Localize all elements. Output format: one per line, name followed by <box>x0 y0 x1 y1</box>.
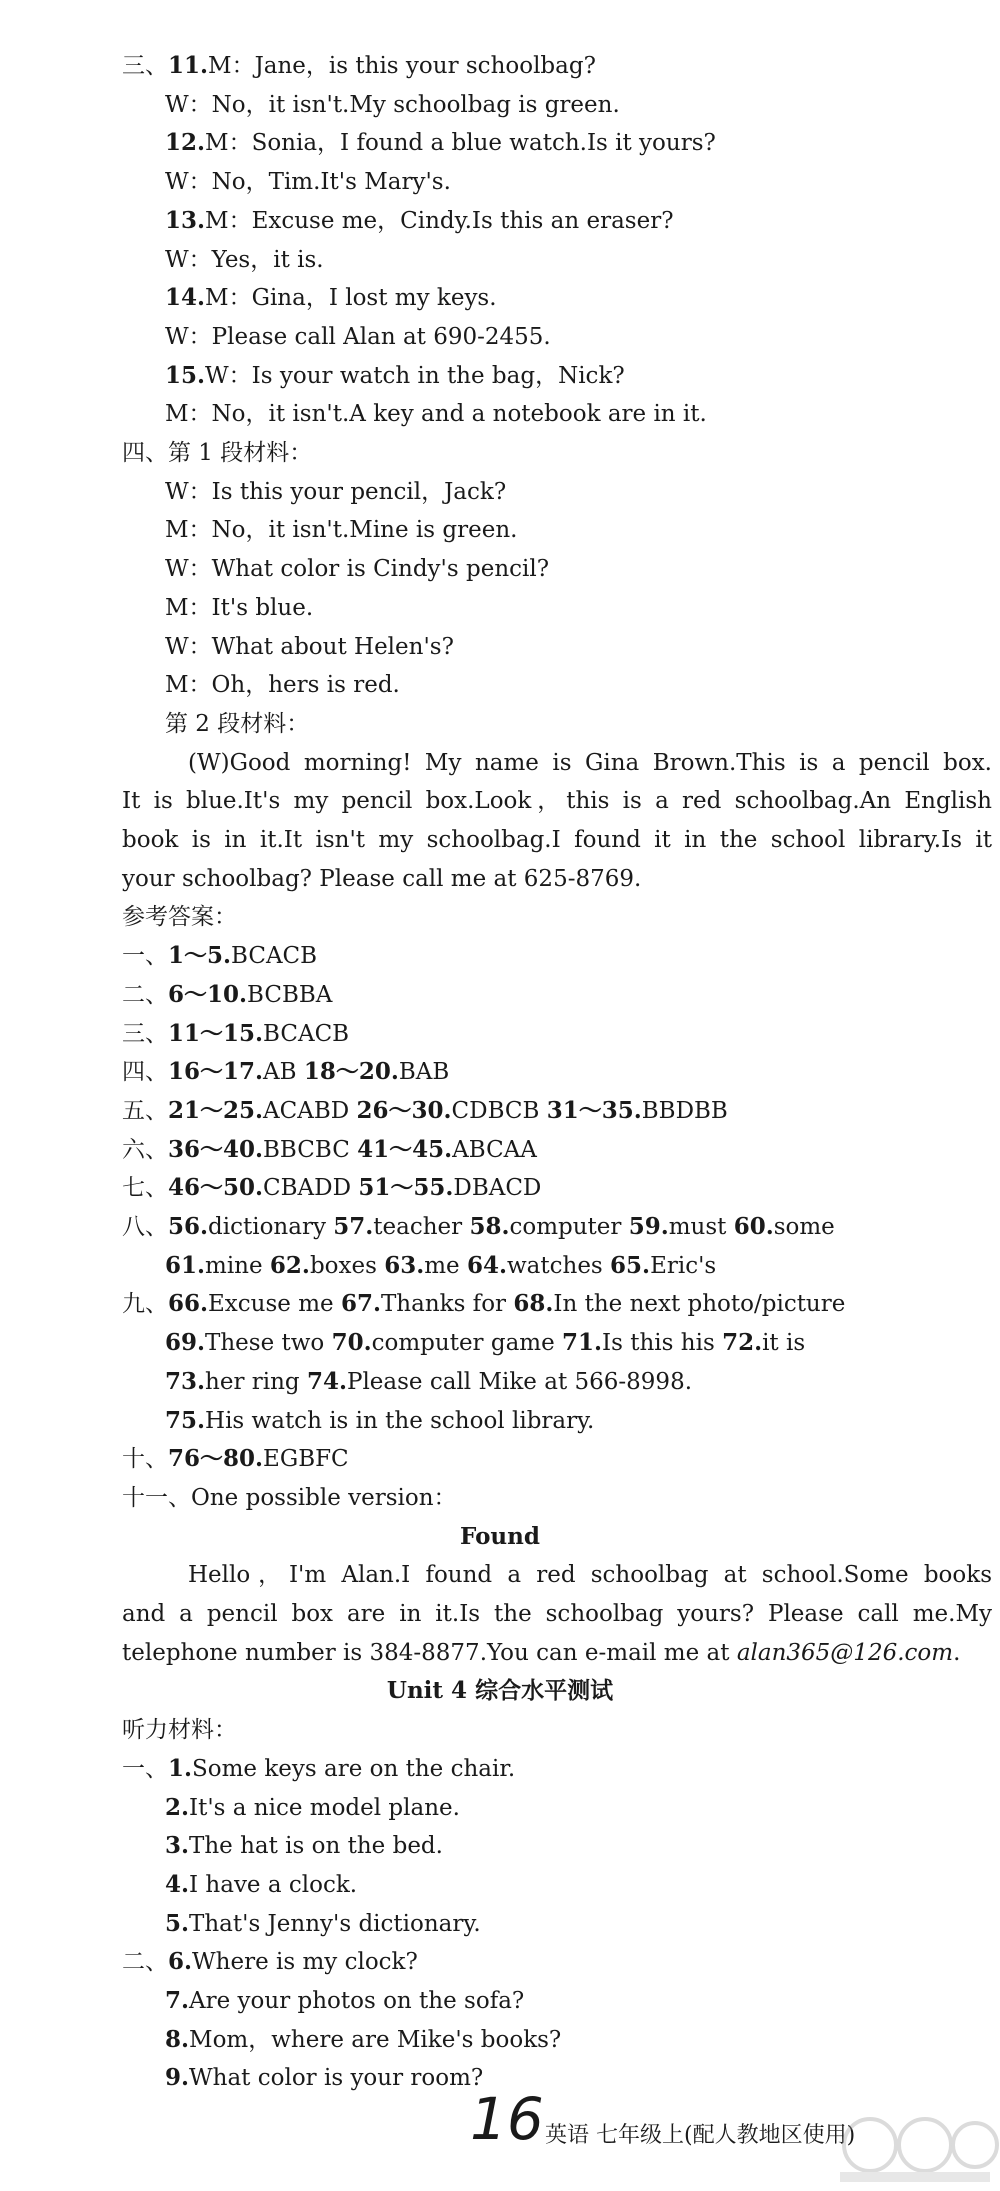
line-text: 四、第 1 段材料： <box>122 440 313 466</box>
item-number: 76～80. <box>168 1445 264 1472</box>
text-line <box>165 2060 483 2096</box>
line-text: Found <box>460 1523 540 1550</box>
text-line <box>122 1016 349 1052</box>
text-line <box>122 1054 449 1090</box>
line-text: It is blue.It's my pencil box.Look，this is a red schoolbag.An English <box>122 788 992 814</box>
line-text: 二、 <box>122 1949 168 1975</box>
text-line <box>122 822 992 858</box>
page-number: 16 <box>470 2085 544 2153</box>
line-text: W：No，Tim.It's Mary's. <box>165 169 451 195</box>
line-text: 一、 <box>122 943 168 969</box>
item-number: 72. <box>722 1329 763 1356</box>
item-number: 5. <box>165 1910 190 1937</box>
line-text: BCACB <box>263 1021 350 1047</box>
line-text: Please call Mike at 566-8998. <box>346 1369 693 1395</box>
line-text: Excuse me <box>208 1291 341 1317</box>
text-line <box>165 319 551 355</box>
line-text: CDBCB <box>451 1098 547 1124</box>
line-text: 十一、One possible version： <box>122 1485 457 1511</box>
line-text: 参考答案： <box>122 904 237 930</box>
text-line <box>165 1867 357 1903</box>
item-number: 13. <box>165 207 206 234</box>
item-number: 11. <box>168 52 209 79</box>
line-text: DBACD <box>453 1175 542 1201</box>
line-text: 八、 <box>122 1214 168 1240</box>
line-text: Where is my clock? <box>192 1949 418 1975</box>
line-text: Eric's <box>650 1253 717 1279</box>
line-text: Are your photos on the sofa? <box>189 1988 525 2014</box>
line-text: must <box>668 1214 734 1240</box>
line-text: 一、 <box>122 1756 168 1782</box>
text-line <box>165 1790 460 1826</box>
item-number: 67. <box>340 1290 381 1317</box>
line-text: It's a nice model plane. <box>189 1795 460 1821</box>
text-line <box>122 1480 457 1516</box>
item-number: 62. <box>269 1252 310 1279</box>
item-number: 3. <box>165 1832 190 1859</box>
text-line <box>165 667 400 703</box>
text-line <box>122 977 332 1013</box>
item-number: 73. <box>165 1368 206 1395</box>
text-line <box>165 164 451 200</box>
item-number: 41～45. <box>357 1136 453 1163</box>
line-text: Hello，I'm Alan.I found a red schoolbag at school.Some books <box>188 1562 992 1588</box>
text-line <box>122 1093 728 1129</box>
line-text: M：Excuse me，Cindy.Is this an eraser? <box>205 208 674 234</box>
line-text: His watch is in the school library. <box>205 1408 595 1434</box>
line-text: M：No，it isn't.Mine is green. <box>165 517 518 543</box>
line-text: What color is your room? <box>189 2065 484 2091</box>
item-number: 56. <box>168 1213 209 1240</box>
line-text: watches <box>506 1253 611 1279</box>
line-text: 九、 <box>122 1291 168 1317</box>
item-number: 2. <box>165 1794 190 1821</box>
line-text: M：No，it isn't.A key and a notebook are in it. <box>165 401 707 427</box>
line-text: it is <box>762 1330 806 1356</box>
text-line <box>165 358 625 394</box>
item-number: 21～25. <box>168 1097 264 1124</box>
text-line <box>165 1248 716 1284</box>
line-text: BBDBB <box>641 1098 728 1124</box>
line-text: W：No，it isn't.My schoolbag is green. <box>165 92 620 118</box>
text-line <box>165 590 313 626</box>
text-line <box>165 474 506 510</box>
text-line <box>122 1596 992 1632</box>
footer-text: 英语 七年级上(配人教地区使用) <box>545 2123 856 2148</box>
line-text: . <box>953 1640 961 1666</box>
item-number: 18～20. <box>303 1058 399 1085</box>
item-number: 16～17. <box>168 1058 264 1085</box>
item-number: 7. <box>165 1987 190 2014</box>
line-text: EGBFC <box>263 1446 349 1472</box>
line-text: computer game <box>371 1330 563 1356</box>
line-text: telephone number is 384-8877.You can e-mail me at <box>122 1640 737 1666</box>
line-text: AB <box>263 1059 304 1085</box>
item-number: 51～55. <box>358 1174 454 1201</box>
line-text: some <box>773 1214 835 1240</box>
text-line <box>122 1441 349 1477</box>
email-address: alan365@126.com <box>736 1640 954 1666</box>
item-number: 1～5. <box>168 942 232 969</box>
text-line <box>122 1286 845 1322</box>
text-line <box>165 242 324 278</box>
line-text: boxes <box>309 1253 385 1279</box>
line-text: The hat is on the bed. <box>189 1833 443 1859</box>
item-number: 6. <box>168 1948 193 1975</box>
line-text: 听力材料： <box>122 1717 237 1743</box>
line-text: M：Oh，hers is red. <box>165 672 400 698</box>
line-text: W：Yes，it is. <box>165 247 324 273</box>
text-line <box>188 745 992 781</box>
line-text: 五、 <box>122 1098 168 1124</box>
text-line <box>165 125 716 161</box>
line-text: W：What color is Cindy's pencil? <box>165 556 550 582</box>
line-text: computer <box>509 1214 629 1240</box>
text-line <box>122 938 317 974</box>
item-number: 46～50. <box>168 1174 264 1201</box>
line-text: These two <box>205 1330 332 1356</box>
line-text: book is in it.It isn't my schoolbag.I found it in the school library.Is it <box>122 827 992 853</box>
line-text: 十、 <box>122 1446 168 1472</box>
line-text: ACABD <box>263 1098 357 1124</box>
text-line <box>122 435 312 471</box>
text-line <box>122 1132 537 1168</box>
section-heading <box>0 1673 1000 1709</box>
line-text: 三、 <box>122 53 168 79</box>
item-number: 75. <box>165 1407 206 1434</box>
text-line <box>122 1209 835 1245</box>
line-text: 七、 <box>122 1175 168 1201</box>
item-number: 15. <box>165 362 206 389</box>
text-line <box>122 1170 541 1206</box>
line-text: BCACB <box>231 943 318 969</box>
text-line <box>165 2022 561 2058</box>
text-line <box>165 1403 594 1439</box>
line-text: 三、 <box>122 1021 168 1047</box>
item-number: 12. <box>165 129 206 156</box>
line-text: I have a clock. <box>189 1872 358 1898</box>
line-text: your schoolbag? Please call me at 625-8769. <box>122 866 642 892</box>
line-text: Unit 4 综合水平测试 <box>386 1677 614 1704</box>
line-text: me <box>424 1253 467 1279</box>
line-text: BBCBC <box>263 1137 358 1163</box>
line-text: BCBBA <box>247 982 333 1008</box>
text-line <box>188 1557 992 1593</box>
item-number: 31～35. <box>546 1097 642 1124</box>
line-text: 二、 <box>122 982 168 1008</box>
text-line <box>165 203 674 239</box>
item-number: 11～15. <box>168 1020 264 1047</box>
text-line <box>122 861 641 897</box>
text-line <box>165 706 309 742</box>
item-number: 69. <box>165 1329 206 1356</box>
item-number: 68. <box>513 1290 554 1317</box>
watermark-logo <box>830 2110 1000 2185</box>
text-line <box>165 396 707 432</box>
item-number: 9. <box>165 2064 190 2091</box>
text-line <box>122 48 596 84</box>
line-text: Some keys are on the chair. <box>192 1756 516 1782</box>
text-line <box>165 629 454 665</box>
item-number: 63. <box>384 1252 425 1279</box>
item-number: 58. <box>469 1213 510 1240</box>
line-text: Is this his <box>602 1330 723 1356</box>
text-line <box>165 87 620 123</box>
text-line <box>165 1983 524 2019</box>
text-line <box>122 1712 237 1748</box>
line-text: 四、 <box>122 1059 168 1085</box>
item-number: 71. <box>562 1329 603 1356</box>
line-text: M：Jane，is this your schoolbag? <box>208 53 596 79</box>
item-number: 66. <box>168 1290 209 1317</box>
item-number: 59. <box>628 1213 669 1240</box>
line-text: M：Gina，I lost my keys. <box>205 285 497 311</box>
text-line <box>165 280 497 316</box>
text-line <box>165 1828 443 1864</box>
item-number: 70. <box>331 1329 372 1356</box>
line-text: Mom，where are Mike's books? <box>189 2027 562 2053</box>
line-text: 第 2 段材料： <box>165 711 310 737</box>
text-line <box>122 1751 515 1787</box>
item-number: 4. <box>165 1871 190 1898</box>
item-number: 14. <box>165 284 206 311</box>
line-text: Thanks for <box>380 1291 514 1317</box>
item-number: 61. <box>165 1252 206 1279</box>
line-text: W：Please call Alan at 690-2455. <box>165 324 551 350</box>
text-line <box>122 1635 960 1671</box>
line-text: dictionary <box>208 1214 334 1240</box>
line-text: ABCAA <box>452 1137 537 1163</box>
line-text: That's Jenny's dictionary. <box>189 1911 481 1937</box>
section-heading <box>0 1519 1000 1555</box>
line-text: (W)Good morning! My name is Gina Brown.This is a pencil box. <box>188 750 992 776</box>
text-line <box>165 1364 692 1400</box>
line-text: her ring <box>205 1369 307 1395</box>
line-text: W：What about Helen's? <box>165 634 454 660</box>
line-text: W：Is your watch in the bag，Nick? <box>205 363 625 389</box>
item-number: 65. <box>610 1252 651 1279</box>
text-line <box>165 1325 805 1361</box>
line-text: CBADD <box>263 1175 359 1201</box>
item-number: 36～40. <box>168 1136 264 1163</box>
item-number: 26～30. <box>356 1097 452 1124</box>
item-number: 64. <box>466 1252 507 1279</box>
item-number: 57. <box>333 1213 374 1240</box>
item-number: 74. <box>306 1368 347 1395</box>
line-text: M：It's blue. <box>165 595 314 621</box>
text-line <box>122 899 237 935</box>
line-text: 六、 <box>122 1137 168 1163</box>
text-line <box>122 1944 418 1980</box>
text-line <box>165 512 517 548</box>
item-number: 8. <box>165 2026 190 2053</box>
item-number: 1. <box>168 1755 193 1782</box>
line-text: In the next photo/picture <box>553 1291 846 1317</box>
item-number: 60. <box>733 1213 774 1240</box>
line-text: M：Sonia，I found a blue watch.Is it yours? <box>205 130 716 156</box>
text-line <box>165 1906 481 1942</box>
line-text: BAB <box>398 1059 450 1085</box>
text-line <box>122 783 992 819</box>
item-number: 6～10. <box>168 981 248 1008</box>
line-text: and a pencil box are in it.Is the schoolbag yours? Please call me.My <box>122 1601 992 1627</box>
watermark-icon <box>830 2110 1000 2185</box>
line-text: teacher <box>373 1214 470 1240</box>
line-text: W：Is this your pencil，Jack? <box>165 479 507 505</box>
line-text: mine <box>205 1253 270 1279</box>
text-line <box>165 551 549 587</box>
